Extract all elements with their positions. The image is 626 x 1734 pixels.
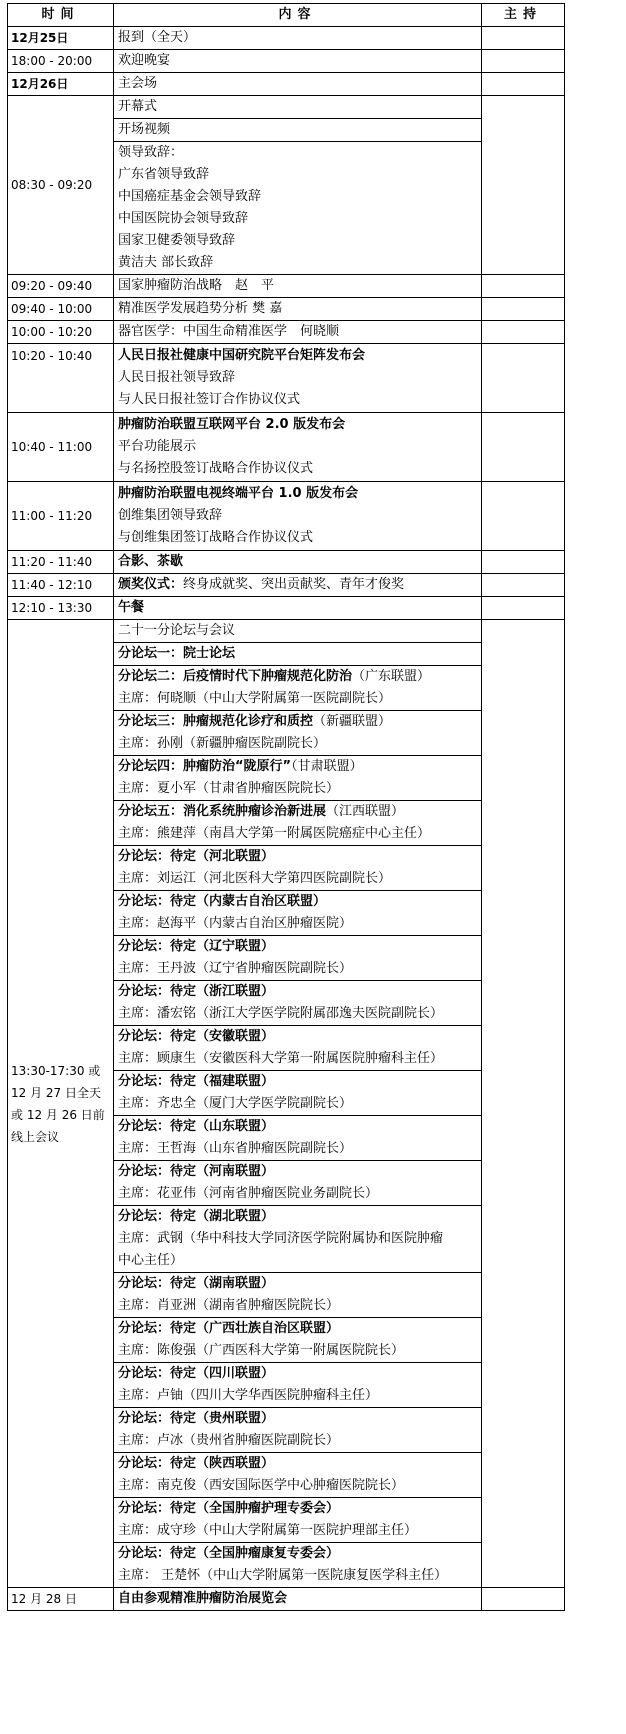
forum-name: 分论坛三：肿瘤规范化诊疗和质控 xyxy=(118,714,314,729)
forum-name: 分论坛：待定（河南联盟） xyxy=(118,1164,275,1179)
row-time: 11:00 - 11:20 xyxy=(8,482,114,551)
forum-chair: 主席：熊建萍（南昌大学第一附属医院癌症中心主任） xyxy=(118,826,431,841)
row-content xyxy=(114,482,482,551)
forum-alliance: （新疆联盟） xyxy=(313,714,392,729)
forum-title xyxy=(114,710,481,733)
forum-title xyxy=(114,845,481,868)
row-host xyxy=(482,321,565,344)
forum-chair: 主席：潘宏铭（浙江大学医学院附属邵逸夫医院副院长） xyxy=(118,1006,444,1021)
forum-name: 分论坛二：后疫情时代下肿瘤规范化防治 xyxy=(118,669,353,684)
line: 中国癌症基金会领导致辞 xyxy=(118,189,262,204)
opening-content xyxy=(114,96,482,275)
forum-title xyxy=(114,1205,481,1228)
event-title: 人民日报社健康中国研究院平台矩阵发布会 xyxy=(118,348,366,363)
forum-name: 分论坛：待定（浙江联盟） xyxy=(118,984,275,999)
row-content: 主会场 xyxy=(114,73,482,96)
forum-chair: 主席：成守珍（中山大学附属第一医院护理部主任） xyxy=(118,1523,418,1538)
forum-chair: 主席： 王楚怀（中山大学附属第一医院康复医学科主任） xyxy=(118,1568,448,1583)
line: 创维集团领导致辞 xyxy=(118,508,223,523)
forum-name: 分论坛：待定（内蒙古自治区联盟） xyxy=(118,894,327,909)
forum-title xyxy=(114,1407,481,1430)
row-host xyxy=(482,275,565,298)
forum-chair: 主席：刘运江（河北医科大学第四医院副院长） xyxy=(118,871,392,886)
table-row xyxy=(8,413,565,482)
row-host xyxy=(482,73,565,96)
forum-title xyxy=(114,935,481,958)
forum-name: 分论坛：待定（辽宁联盟） xyxy=(118,939,275,954)
row-host xyxy=(482,597,565,620)
forum-title xyxy=(114,1542,481,1565)
row-time: 12 月 28 日 xyxy=(8,1588,114,1611)
line: 中国医院协会领导致辞 xyxy=(118,211,249,226)
header-host: 主持 xyxy=(482,4,565,27)
forum-title xyxy=(114,1272,481,1295)
forum-name: 分论坛：待定（河北联盟） xyxy=(118,849,275,864)
row-content: 合影、茶歇 xyxy=(114,551,482,574)
forums-intro: 二十一分论坛与会议 xyxy=(118,623,236,638)
forum-name: 分论坛：待定（贵州联盟） xyxy=(118,1411,275,1426)
row-host xyxy=(482,574,565,597)
schedule-table xyxy=(7,3,565,1611)
row-time: 11:20 - 11:40 xyxy=(8,551,114,574)
header-row xyxy=(8,4,565,27)
forum-name: 分论坛：待定（广西壮族自治区联盟） xyxy=(118,1321,340,1336)
line: 与创维集团签订战略合作协议仪式 xyxy=(118,530,314,545)
forum-chair: 主席：赵海平（内蒙古自治区肿瘤医院） xyxy=(118,916,353,931)
table-row xyxy=(8,298,565,321)
forum-chair: 主席：王哲海（山东省肿瘤医院副院长） xyxy=(118,1141,353,1156)
forum-chair-cont: 中心主任） xyxy=(118,1253,184,1268)
row-host xyxy=(482,50,565,73)
line: 开幕式 xyxy=(118,99,158,114)
row-time: 10:20 - 10:40 xyxy=(8,344,114,413)
forum-title xyxy=(114,890,481,913)
award-list: 终身成就奖、突出贡献奖、青年才俊奖 xyxy=(183,577,405,592)
forum-title xyxy=(114,1115,481,1138)
event-title: 肿瘤防治联盟互联网平台 2.0 版发布会 xyxy=(118,417,346,432)
forum-alliance: （江西联盟） xyxy=(326,804,405,819)
row-content xyxy=(114,344,482,413)
row-time: 10:40 - 11:00 xyxy=(8,413,114,482)
forum-chair: 主席：王丹波（辽宁省肿瘤医院副院长） xyxy=(118,961,353,976)
row-content: 报到（全天） xyxy=(114,27,482,50)
line: 广东省领导致辞 xyxy=(118,167,210,182)
forum-list xyxy=(118,665,477,1587)
forum-chair: 主席：齐忠全（厦门大学医学院副院长） xyxy=(118,1096,353,1111)
forum-chair: 主席：肖亚洲（湖南省肿瘤医院院长） xyxy=(118,1298,340,1313)
row-host xyxy=(482,551,565,574)
line: 与名扬控股签订战略合作协议仪式 xyxy=(118,461,314,476)
forum-name: 分论坛：待定（安徽联盟） xyxy=(118,1029,275,1044)
table-row xyxy=(8,321,565,344)
header-time: 时间 xyxy=(8,4,114,27)
row-host xyxy=(482,1588,565,1611)
row-host xyxy=(482,96,565,275)
forum-chair: 主席：孙刚（新疆肿瘤医院副院长） xyxy=(118,736,327,751)
table-row xyxy=(8,50,565,73)
table-row xyxy=(8,96,565,275)
forum-name: 分论坛：待定（湖北联盟） xyxy=(118,1209,275,1224)
table-row xyxy=(8,482,565,551)
row-content: 国家肿瘤防治战略 赵 平 xyxy=(114,275,482,298)
forum-chair: 主席：卢冰（贵州省肿瘤医院副院长） xyxy=(118,1433,340,1448)
table-row xyxy=(8,275,565,298)
line: 黄洁夫 部长致辞 xyxy=(118,255,214,270)
forum-title xyxy=(114,800,481,823)
forum-title xyxy=(114,1025,481,1048)
line: 领导致辞： xyxy=(114,141,481,164)
table-row xyxy=(8,73,565,96)
forum-name: 分论坛：待定（湖南联盟） xyxy=(118,1276,275,1291)
forum-chair: 主席：何晓顺（中山大学附属第一医院副院长） xyxy=(118,691,392,706)
row-time: 08:30 - 09:20 xyxy=(8,96,114,275)
forum-name: 分论坛：待定（四川联盟） xyxy=(118,1366,275,1381)
row-host xyxy=(482,298,565,321)
row-time: 11:40 - 12:10 xyxy=(8,574,114,597)
forum-chair: 主席：卢铀（四川大学华西医院肿瘤科主任） xyxy=(118,1388,379,1403)
line: 开场视频 xyxy=(114,118,481,141)
forum-chair: 主席：南克俊（西安国际医学中心肿瘤医院院长） xyxy=(118,1478,405,1493)
row-host xyxy=(482,27,565,50)
table-row xyxy=(8,344,565,413)
table-row xyxy=(8,27,565,50)
forum-title xyxy=(114,1070,481,1093)
table-row xyxy=(8,551,565,574)
row-time: 10:00 - 10:20 xyxy=(8,321,114,344)
forum-name: 分论坛：待定（福建联盟） xyxy=(118,1074,275,1089)
row-time: 12:10 - 13:30 xyxy=(8,597,114,620)
forum-name: 分论坛四：肿瘤防治“陇原行” xyxy=(118,759,292,774)
row-time: 09:20 - 09:40 xyxy=(8,275,114,298)
table-row xyxy=(8,597,565,620)
award-title: 颁奖仪式： xyxy=(118,577,184,592)
forum-title xyxy=(114,1362,481,1385)
forum-name: 分论坛：待定（陕西联盟） xyxy=(118,1456,275,1471)
forum-chair: 主席：花亚伟（河南省肿瘤医院业务副院长） xyxy=(118,1186,379,1201)
forum-name: 分论坛：待定（山东联盟） xyxy=(118,1119,275,1134)
row-time: 12月25日 xyxy=(8,27,114,50)
row-content: 欢迎晚宴 xyxy=(114,50,482,73)
forum-name: 分论坛：待定（全国肿瘤康复专委会） xyxy=(118,1546,340,1561)
row-host xyxy=(482,413,565,482)
event-title: 肿瘤防治联盟电视终端平台 1.0 版发布会 xyxy=(118,486,359,501)
row-content xyxy=(114,413,482,482)
forum-title xyxy=(114,1497,481,1520)
forum-title xyxy=(114,1317,481,1340)
forum-name: 分论坛：待定（全国肿瘤护理专委会） xyxy=(118,1501,340,1516)
row-host xyxy=(482,620,565,1588)
table-row xyxy=(8,574,565,597)
forum-name: 分论坛五：消化系统肿瘤诊治新进展 xyxy=(118,804,327,819)
row-content xyxy=(114,574,482,597)
forum-title xyxy=(114,755,481,778)
row-time: 09:40 - 10:00 xyxy=(8,298,114,321)
row-host xyxy=(482,344,565,413)
row-host xyxy=(482,482,565,551)
line: 平台功能展示 xyxy=(118,439,197,454)
row-content: 自由参观精准肿瘤防治展览会 xyxy=(114,1588,482,1611)
line: 国家卫健委领导致辞 xyxy=(118,233,236,248)
forum-title xyxy=(114,1160,481,1183)
line: 人民日报社领导致辞 xyxy=(118,370,236,385)
forum-title xyxy=(114,665,481,688)
header-content: 内容 xyxy=(114,4,482,27)
forum-chair: 主席：夏小军（甘肃省肿瘤医院院长） xyxy=(118,781,340,796)
row-content: 器官医学：中国生命精准医学 何晓顺 xyxy=(114,321,482,344)
forum-chair: 主席：顾康生（安徽医科大学第一附属医院肿瘤科主任） xyxy=(118,1051,444,1066)
table-row xyxy=(8,620,565,1588)
table-row xyxy=(8,1588,565,1611)
forum-title xyxy=(114,980,481,1003)
forum-first: 分论坛一：院士论坛 xyxy=(114,642,481,665)
line: 与人民日报社签订合作协议仪式 xyxy=(118,392,301,407)
forum-alliance: （甘肃联盟） xyxy=(291,759,363,774)
row-time: 12月26日 xyxy=(8,73,114,96)
row-content: 午餐 xyxy=(114,597,482,620)
forum-alliance: （广东联盟） xyxy=(352,669,431,684)
row-content: 精准医学发展趋势分析 樊 嘉 xyxy=(114,298,482,321)
forums-content xyxy=(114,620,482,1588)
row-time: 13:30-17:30 或 12 月 27 日全天或 12 月 26 日前线上会议 xyxy=(8,620,114,1588)
row-time: 18:00 - 20:00 xyxy=(8,50,114,73)
forum-title xyxy=(114,1452,481,1475)
forum-chair: 主席：武钢（华中科技大学同济医学院附属协和医院肿瘤 xyxy=(118,1231,444,1246)
forum-chair: 主席：陈俊强（广西医科大学第一附属医院院长） xyxy=(118,1343,405,1358)
